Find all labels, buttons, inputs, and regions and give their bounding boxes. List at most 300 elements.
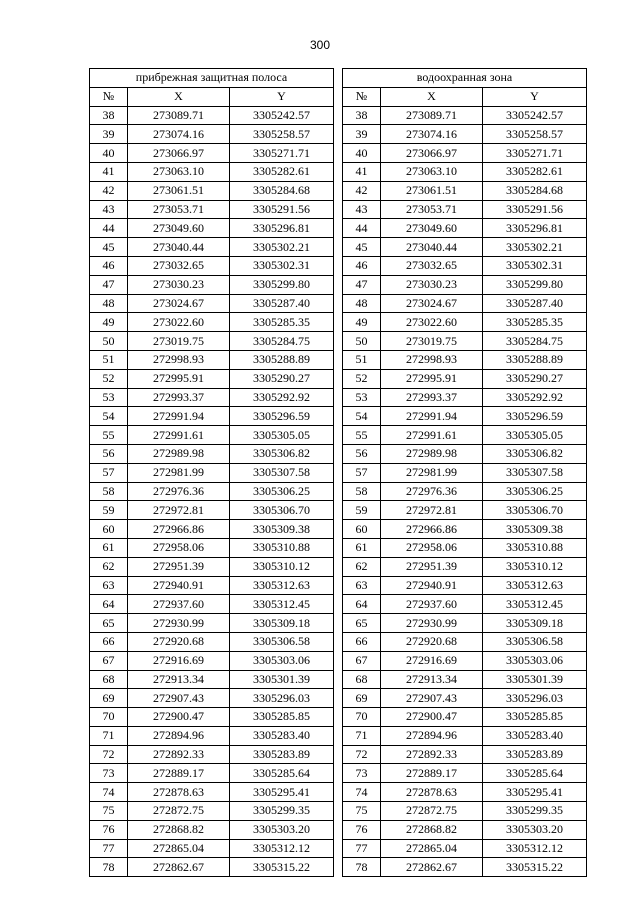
- table-header-row: [90, 87, 334, 106]
- x-coordinate-cell: 272966.86: [381, 520, 483, 539]
- x-coordinate-cell: 273061.51: [381, 181, 483, 200]
- y-coordinate-cell: 3305309.38: [483, 520, 587, 539]
- y-coordinate-cell: 3305310.12: [483, 557, 587, 576]
- y-coordinate-cell: 3305285.35: [230, 313, 334, 332]
- point-number-cell: 69: [90, 689, 128, 708]
- x-coordinate-cell: 272930.99: [381, 614, 483, 633]
- y-coordinate-cell: 3305284.68: [483, 181, 587, 200]
- x-coordinate-cell: 272972.81: [381, 501, 483, 520]
- table-row: [90, 538, 334, 557]
- table-body: [343, 106, 587, 877]
- table-row: [90, 595, 334, 614]
- table-row: [90, 520, 334, 539]
- point-number-cell: 51: [343, 350, 381, 369]
- coastal-protection-strip-table: [89, 68, 334, 877]
- y-coordinate-cell: 3305307.58: [230, 463, 334, 482]
- table-body: [90, 106, 334, 877]
- x-coordinate-cell: 273032.65: [381, 256, 483, 275]
- table-row: [90, 388, 334, 407]
- point-number-cell: 59: [343, 501, 381, 520]
- point-number-cell: 60: [343, 520, 381, 539]
- table-row: [90, 745, 334, 764]
- point-number-cell: 43: [90, 200, 128, 219]
- point-number-cell: 48: [343, 294, 381, 313]
- y-coordinate-cell: 3305285.64: [230, 764, 334, 783]
- table-row: [343, 708, 587, 727]
- table-row: [343, 670, 587, 689]
- table-row: [90, 463, 334, 482]
- point-number-cell: 66: [343, 632, 381, 651]
- table-row: [343, 332, 587, 351]
- y-coordinate-cell: 3305310.88: [483, 538, 587, 557]
- table-caption: прибрежная защитная полоса: [90, 69, 334, 88]
- y-coordinate-cell: 3305302.21: [483, 238, 587, 257]
- point-number-cell: 72: [343, 745, 381, 764]
- y-coordinate-cell: 3305292.92: [230, 388, 334, 407]
- table-row: [343, 181, 587, 200]
- point-number-cell: 64: [90, 595, 128, 614]
- point-number-cell: 69: [343, 689, 381, 708]
- point-number-cell: 74: [90, 783, 128, 802]
- y-coordinate-cell: 3305296.59: [230, 407, 334, 426]
- y-coordinate-cell: 3305302.21: [230, 238, 334, 257]
- point-number-cell: 61: [90, 538, 128, 557]
- point-number-cell: 68: [343, 670, 381, 689]
- x-coordinate-cell: 272916.69: [381, 651, 483, 670]
- table-row: [343, 388, 587, 407]
- y-coordinate-cell: 3305284.75: [230, 332, 334, 351]
- table-row: [90, 839, 334, 858]
- x-coordinate-cell: 273040.44: [128, 238, 230, 257]
- y-coordinate-cell: 3305306.82: [483, 444, 587, 463]
- x-coordinate-cell: 272907.43: [381, 689, 483, 708]
- table-row: [343, 407, 587, 426]
- point-number-cell: 47: [90, 275, 128, 294]
- x-coordinate-cell: 272995.91: [128, 369, 230, 388]
- x-coordinate-cell: 273024.67: [381, 294, 483, 313]
- point-number-cell: 78: [343, 858, 381, 877]
- y-coordinate-cell: 3305291.56: [483, 200, 587, 219]
- x-coordinate-cell: 272865.04: [128, 839, 230, 858]
- table-row: [90, 369, 334, 388]
- point-number-cell: 65: [90, 614, 128, 633]
- point-number-cell: 38: [343, 106, 381, 125]
- y-coordinate-cell: 3305305.05: [230, 426, 334, 445]
- table-row: [90, 256, 334, 275]
- table-row: [90, 576, 334, 595]
- x-coordinate-cell: 273049.60: [128, 219, 230, 238]
- x-coordinate-cell: 273063.10: [128, 162, 230, 181]
- x-coordinate-cell: 272995.91: [381, 369, 483, 388]
- table-row: [343, 144, 587, 163]
- table-row: [343, 106, 587, 125]
- x-coordinate-cell: 273063.10: [381, 162, 483, 181]
- y-coordinate-cell: 3305299.35: [483, 802, 587, 821]
- x-coordinate-cell: 272872.75: [381, 802, 483, 821]
- x-coordinate-cell: 272900.47: [381, 708, 483, 727]
- x-coordinate-cell: 272916.69: [128, 651, 230, 670]
- y-coordinate-cell: 3305296.03: [230, 689, 334, 708]
- y-coordinate-cell: 3305299.80: [483, 275, 587, 294]
- point-number-cell: 57: [343, 463, 381, 482]
- point-number-cell: 70: [90, 708, 128, 727]
- y-coordinate-cell: 3305296.81: [483, 219, 587, 238]
- y-coordinate-cell: 3305301.39: [230, 670, 334, 689]
- x-coordinate-cell: 272892.33: [381, 745, 483, 764]
- point-number-cell: 78: [90, 858, 128, 877]
- point-number-cell: 75: [90, 802, 128, 821]
- y-coordinate-cell: 3305242.57: [483, 106, 587, 125]
- table-row: [343, 632, 587, 651]
- y-coordinate-cell: 3305307.58: [483, 463, 587, 482]
- table-row: [343, 726, 587, 745]
- x-coordinate-cell: 272951.39: [128, 557, 230, 576]
- table-row: [90, 219, 334, 238]
- column-header-y: Y: [483, 87, 587, 106]
- point-number-cell: 74: [343, 783, 381, 802]
- y-coordinate-cell: 3305242.57: [230, 106, 334, 125]
- x-coordinate-cell: 272868.82: [381, 820, 483, 839]
- y-coordinate-cell: 3305312.45: [230, 595, 334, 614]
- x-coordinate-cell: 273022.60: [381, 313, 483, 332]
- table-row: [343, 125, 587, 144]
- y-coordinate-cell: 3305295.41: [230, 783, 334, 802]
- y-coordinate-cell: 3305306.58: [230, 632, 334, 651]
- x-coordinate-cell: 273089.71: [128, 106, 230, 125]
- y-coordinate-cell: 3305296.59: [483, 407, 587, 426]
- x-coordinate-cell: 272889.17: [128, 764, 230, 783]
- point-number-cell: 62: [90, 557, 128, 576]
- point-number-cell: 45: [343, 238, 381, 257]
- x-coordinate-cell: 272937.60: [381, 595, 483, 614]
- column-header-number: №: [343, 87, 381, 106]
- y-coordinate-cell: 3305312.12: [483, 839, 587, 858]
- y-coordinate-cell: 3305290.27: [483, 369, 587, 388]
- y-coordinate-cell: 3305283.89: [483, 745, 587, 764]
- column-header-x: X: [381, 87, 483, 106]
- table-row: [343, 858, 587, 877]
- x-coordinate-cell: 273074.16: [381, 125, 483, 144]
- y-coordinate-cell: 3305310.12: [230, 557, 334, 576]
- y-coordinate-cell: 3305283.40: [483, 726, 587, 745]
- x-coordinate-cell: 272930.99: [128, 614, 230, 633]
- table-row: [90, 426, 334, 445]
- table-row: [90, 125, 334, 144]
- y-coordinate-cell: 3305258.57: [483, 125, 587, 144]
- y-coordinate-cell: 3305285.35: [483, 313, 587, 332]
- table-row: [90, 238, 334, 257]
- point-number-cell: 54: [343, 407, 381, 426]
- table-row: [343, 482, 587, 501]
- x-coordinate-cell: 273066.97: [381, 144, 483, 163]
- x-coordinate-cell: 273066.97: [128, 144, 230, 163]
- y-coordinate-cell: 3305283.89: [230, 745, 334, 764]
- table-row: [343, 463, 587, 482]
- x-coordinate-cell: 273024.67: [128, 294, 230, 313]
- table-row: [90, 764, 334, 783]
- point-number-cell: 63: [343, 576, 381, 595]
- point-number-cell: 53: [343, 388, 381, 407]
- y-coordinate-cell: 3305310.88: [230, 538, 334, 557]
- x-coordinate-cell: 272991.61: [128, 426, 230, 445]
- table-row: [343, 275, 587, 294]
- x-coordinate-cell: 272892.33: [128, 745, 230, 764]
- x-coordinate-cell: 273030.23: [381, 275, 483, 294]
- y-coordinate-cell: 3305282.61: [230, 162, 334, 181]
- y-coordinate-cell: 3305285.85: [230, 708, 334, 727]
- table-row: [343, 256, 587, 275]
- point-number-cell: 44: [90, 219, 128, 238]
- x-coordinate-cell: 273074.16: [128, 125, 230, 144]
- point-number-cell: 72: [90, 745, 128, 764]
- x-coordinate-cell: 273049.60: [381, 219, 483, 238]
- table-row: [343, 839, 587, 858]
- x-coordinate-cell: 272872.75: [128, 802, 230, 821]
- point-number-cell: 58: [90, 482, 128, 501]
- y-coordinate-cell: 3305287.40: [230, 294, 334, 313]
- y-coordinate-cell: 3305315.22: [230, 858, 334, 877]
- table-row: [90, 632, 334, 651]
- point-number-cell: 61: [343, 538, 381, 557]
- table-row: [90, 200, 334, 219]
- y-coordinate-cell: 3305271.71: [230, 144, 334, 163]
- x-coordinate-cell: 273019.75: [381, 332, 483, 351]
- table-row: [343, 350, 587, 369]
- table-row: [90, 726, 334, 745]
- point-number-cell: 50: [90, 332, 128, 351]
- x-coordinate-cell: 272920.68: [381, 632, 483, 651]
- x-coordinate-cell: 272894.96: [381, 726, 483, 745]
- x-coordinate-cell: 273030.23: [128, 275, 230, 294]
- point-number-cell: 52: [90, 369, 128, 388]
- x-coordinate-cell: 272913.34: [128, 670, 230, 689]
- table-row: [343, 520, 587, 539]
- table-row: [343, 820, 587, 839]
- table-row: [90, 802, 334, 821]
- x-coordinate-cell: 272976.36: [381, 482, 483, 501]
- table-row: [343, 200, 587, 219]
- y-coordinate-cell: 3305292.92: [483, 388, 587, 407]
- point-number-cell: 59: [90, 501, 128, 520]
- y-coordinate-cell: 3305309.38: [230, 520, 334, 539]
- table-row: [90, 708, 334, 727]
- y-coordinate-cell: 3305306.58: [483, 632, 587, 651]
- x-coordinate-cell: 272940.91: [381, 576, 483, 595]
- x-coordinate-cell: 272889.17: [381, 764, 483, 783]
- point-number-cell: 54: [90, 407, 128, 426]
- table-row: [90, 332, 334, 351]
- y-coordinate-cell: 3305306.70: [230, 501, 334, 520]
- x-coordinate-cell: 272998.93: [128, 350, 230, 369]
- y-coordinate-cell: 3305303.06: [230, 651, 334, 670]
- table-row: [90, 106, 334, 125]
- y-coordinate-cell: 3305309.18: [230, 614, 334, 633]
- x-coordinate-cell: 272976.36: [128, 482, 230, 501]
- point-number-cell: 73: [343, 764, 381, 783]
- point-number-cell: 76: [343, 820, 381, 839]
- point-number-cell: 47: [343, 275, 381, 294]
- point-number-cell: 43: [343, 200, 381, 219]
- table-row: [90, 294, 334, 313]
- point-number-cell: 62: [343, 557, 381, 576]
- x-coordinate-cell: 273089.71: [381, 106, 483, 125]
- x-coordinate-cell: 272958.06: [381, 538, 483, 557]
- point-number-cell: 53: [90, 388, 128, 407]
- x-coordinate-cell: 273061.51: [128, 181, 230, 200]
- point-number-cell: 45: [90, 238, 128, 257]
- x-coordinate-cell: 272958.06: [128, 538, 230, 557]
- x-coordinate-cell: 272862.67: [128, 858, 230, 877]
- y-coordinate-cell: 3305303.20: [230, 820, 334, 839]
- point-number-cell: 41: [90, 162, 128, 181]
- table-row: [90, 858, 334, 877]
- y-coordinate-cell: 3305302.31: [230, 256, 334, 275]
- point-number-cell: 70: [343, 708, 381, 727]
- point-number-cell: 52: [343, 369, 381, 388]
- x-coordinate-cell: 273019.75: [128, 332, 230, 351]
- table-row: [343, 294, 587, 313]
- table-row: [343, 745, 587, 764]
- x-coordinate-cell: 273053.71: [381, 200, 483, 219]
- point-number-cell: 39: [90, 125, 128, 144]
- point-number-cell: 50: [343, 332, 381, 351]
- x-coordinate-cell: 272865.04: [381, 839, 483, 858]
- table-row: [90, 783, 334, 802]
- table-row: [343, 595, 587, 614]
- y-coordinate-cell: 3305287.40: [483, 294, 587, 313]
- y-coordinate-cell: 3305290.27: [230, 369, 334, 388]
- x-coordinate-cell: 272913.34: [381, 670, 483, 689]
- point-number-cell: 41: [343, 162, 381, 181]
- table-row: [343, 501, 587, 520]
- point-number-cell: 40: [343, 144, 381, 163]
- table-caption: водоохранная зона: [343, 69, 587, 88]
- table-row: [90, 275, 334, 294]
- table-row: [343, 802, 587, 821]
- y-coordinate-cell: 3305296.81: [230, 219, 334, 238]
- point-number-cell: 49: [90, 313, 128, 332]
- x-coordinate-cell: 272878.63: [381, 783, 483, 802]
- point-number-cell: 40: [90, 144, 128, 163]
- point-number-cell: 46: [343, 256, 381, 275]
- y-coordinate-cell: 3305312.63: [483, 576, 587, 595]
- table-caption-row: [90, 69, 334, 88]
- table-row: [343, 651, 587, 670]
- point-number-cell: 42: [343, 181, 381, 200]
- x-coordinate-cell: 272900.47: [128, 708, 230, 727]
- table-row: [90, 670, 334, 689]
- table-row: [90, 313, 334, 332]
- x-coordinate-cell: 272878.63: [128, 783, 230, 802]
- table-row: [90, 482, 334, 501]
- table-row: [90, 689, 334, 708]
- table-row: [343, 689, 587, 708]
- table-row: [343, 238, 587, 257]
- point-number-cell: 56: [343, 444, 381, 463]
- table-header-row: [343, 87, 587, 106]
- point-number-cell: 67: [90, 651, 128, 670]
- y-coordinate-cell: 3305306.25: [483, 482, 587, 501]
- y-coordinate-cell: 3305282.61: [483, 162, 587, 181]
- point-number-cell: 57: [90, 463, 128, 482]
- x-coordinate-cell: 272862.67: [381, 858, 483, 877]
- point-number-cell: 63: [90, 576, 128, 595]
- table-row: [343, 369, 587, 388]
- point-number-cell: 64: [343, 595, 381, 614]
- x-coordinate-cell: 273040.44: [381, 238, 483, 257]
- page-number: 300: [309, 38, 331, 52]
- point-number-cell: 42: [90, 181, 128, 200]
- y-coordinate-cell: 3305299.35: [230, 802, 334, 821]
- table-row: [343, 557, 587, 576]
- point-number-cell: 66: [90, 632, 128, 651]
- table-row: [343, 426, 587, 445]
- x-coordinate-cell: 272972.81: [128, 501, 230, 520]
- y-coordinate-cell: 3305312.12: [230, 839, 334, 858]
- table-row: [90, 557, 334, 576]
- table-row: [90, 501, 334, 520]
- point-number-cell: 65: [343, 614, 381, 633]
- table-row: [343, 538, 587, 557]
- y-coordinate-cell: 3305303.06: [483, 651, 587, 670]
- x-coordinate-cell: 272981.99: [381, 463, 483, 482]
- point-number-cell: 77: [343, 839, 381, 858]
- y-coordinate-cell: 3305312.63: [230, 576, 334, 595]
- y-coordinate-cell: 3305302.31: [483, 256, 587, 275]
- y-coordinate-cell: 3305312.45: [483, 595, 587, 614]
- x-coordinate-cell: 272951.39: [381, 557, 483, 576]
- x-coordinate-cell: 272894.96: [128, 726, 230, 745]
- y-coordinate-cell: 3305306.82: [230, 444, 334, 463]
- y-coordinate-cell: 3305306.70: [483, 501, 587, 520]
- x-coordinate-cell: 273032.65: [128, 256, 230, 275]
- water-protection-zone-table: [342, 68, 587, 877]
- table-row: [90, 614, 334, 633]
- column-header-x: X: [128, 87, 230, 106]
- x-coordinate-cell: 272991.94: [381, 407, 483, 426]
- x-coordinate-cell: 272993.37: [381, 388, 483, 407]
- y-coordinate-cell: 3305284.68: [230, 181, 334, 200]
- table-row: [343, 444, 587, 463]
- point-number-cell: 71: [343, 726, 381, 745]
- x-coordinate-cell: 272907.43: [128, 689, 230, 708]
- point-number-cell: 58: [343, 482, 381, 501]
- x-coordinate-cell: 272937.60: [128, 595, 230, 614]
- y-coordinate-cell: 3305271.71: [483, 144, 587, 163]
- table-row: [343, 162, 587, 181]
- point-number-cell: 55: [343, 426, 381, 445]
- x-coordinate-cell: 272989.98: [381, 444, 483, 463]
- table-row: [343, 313, 587, 332]
- x-coordinate-cell: 273022.60: [128, 313, 230, 332]
- y-coordinate-cell: 3305306.25: [230, 482, 334, 501]
- x-coordinate-cell: 272998.93: [381, 350, 483, 369]
- x-coordinate-cell: 272966.86: [128, 520, 230, 539]
- table-row: [343, 614, 587, 633]
- y-coordinate-cell: 3305283.40: [230, 726, 334, 745]
- point-number-cell: 56: [90, 444, 128, 463]
- column-header-number: №: [90, 87, 128, 106]
- x-coordinate-cell: 272981.99: [128, 463, 230, 482]
- table-row: [90, 407, 334, 426]
- table-row: [343, 576, 587, 595]
- y-coordinate-cell: 3305296.03: [483, 689, 587, 708]
- x-coordinate-cell: 272993.37: [128, 388, 230, 407]
- table-row: [343, 764, 587, 783]
- point-number-cell: 60: [90, 520, 128, 539]
- point-number-cell: 76: [90, 820, 128, 839]
- point-number-cell: 38: [90, 106, 128, 125]
